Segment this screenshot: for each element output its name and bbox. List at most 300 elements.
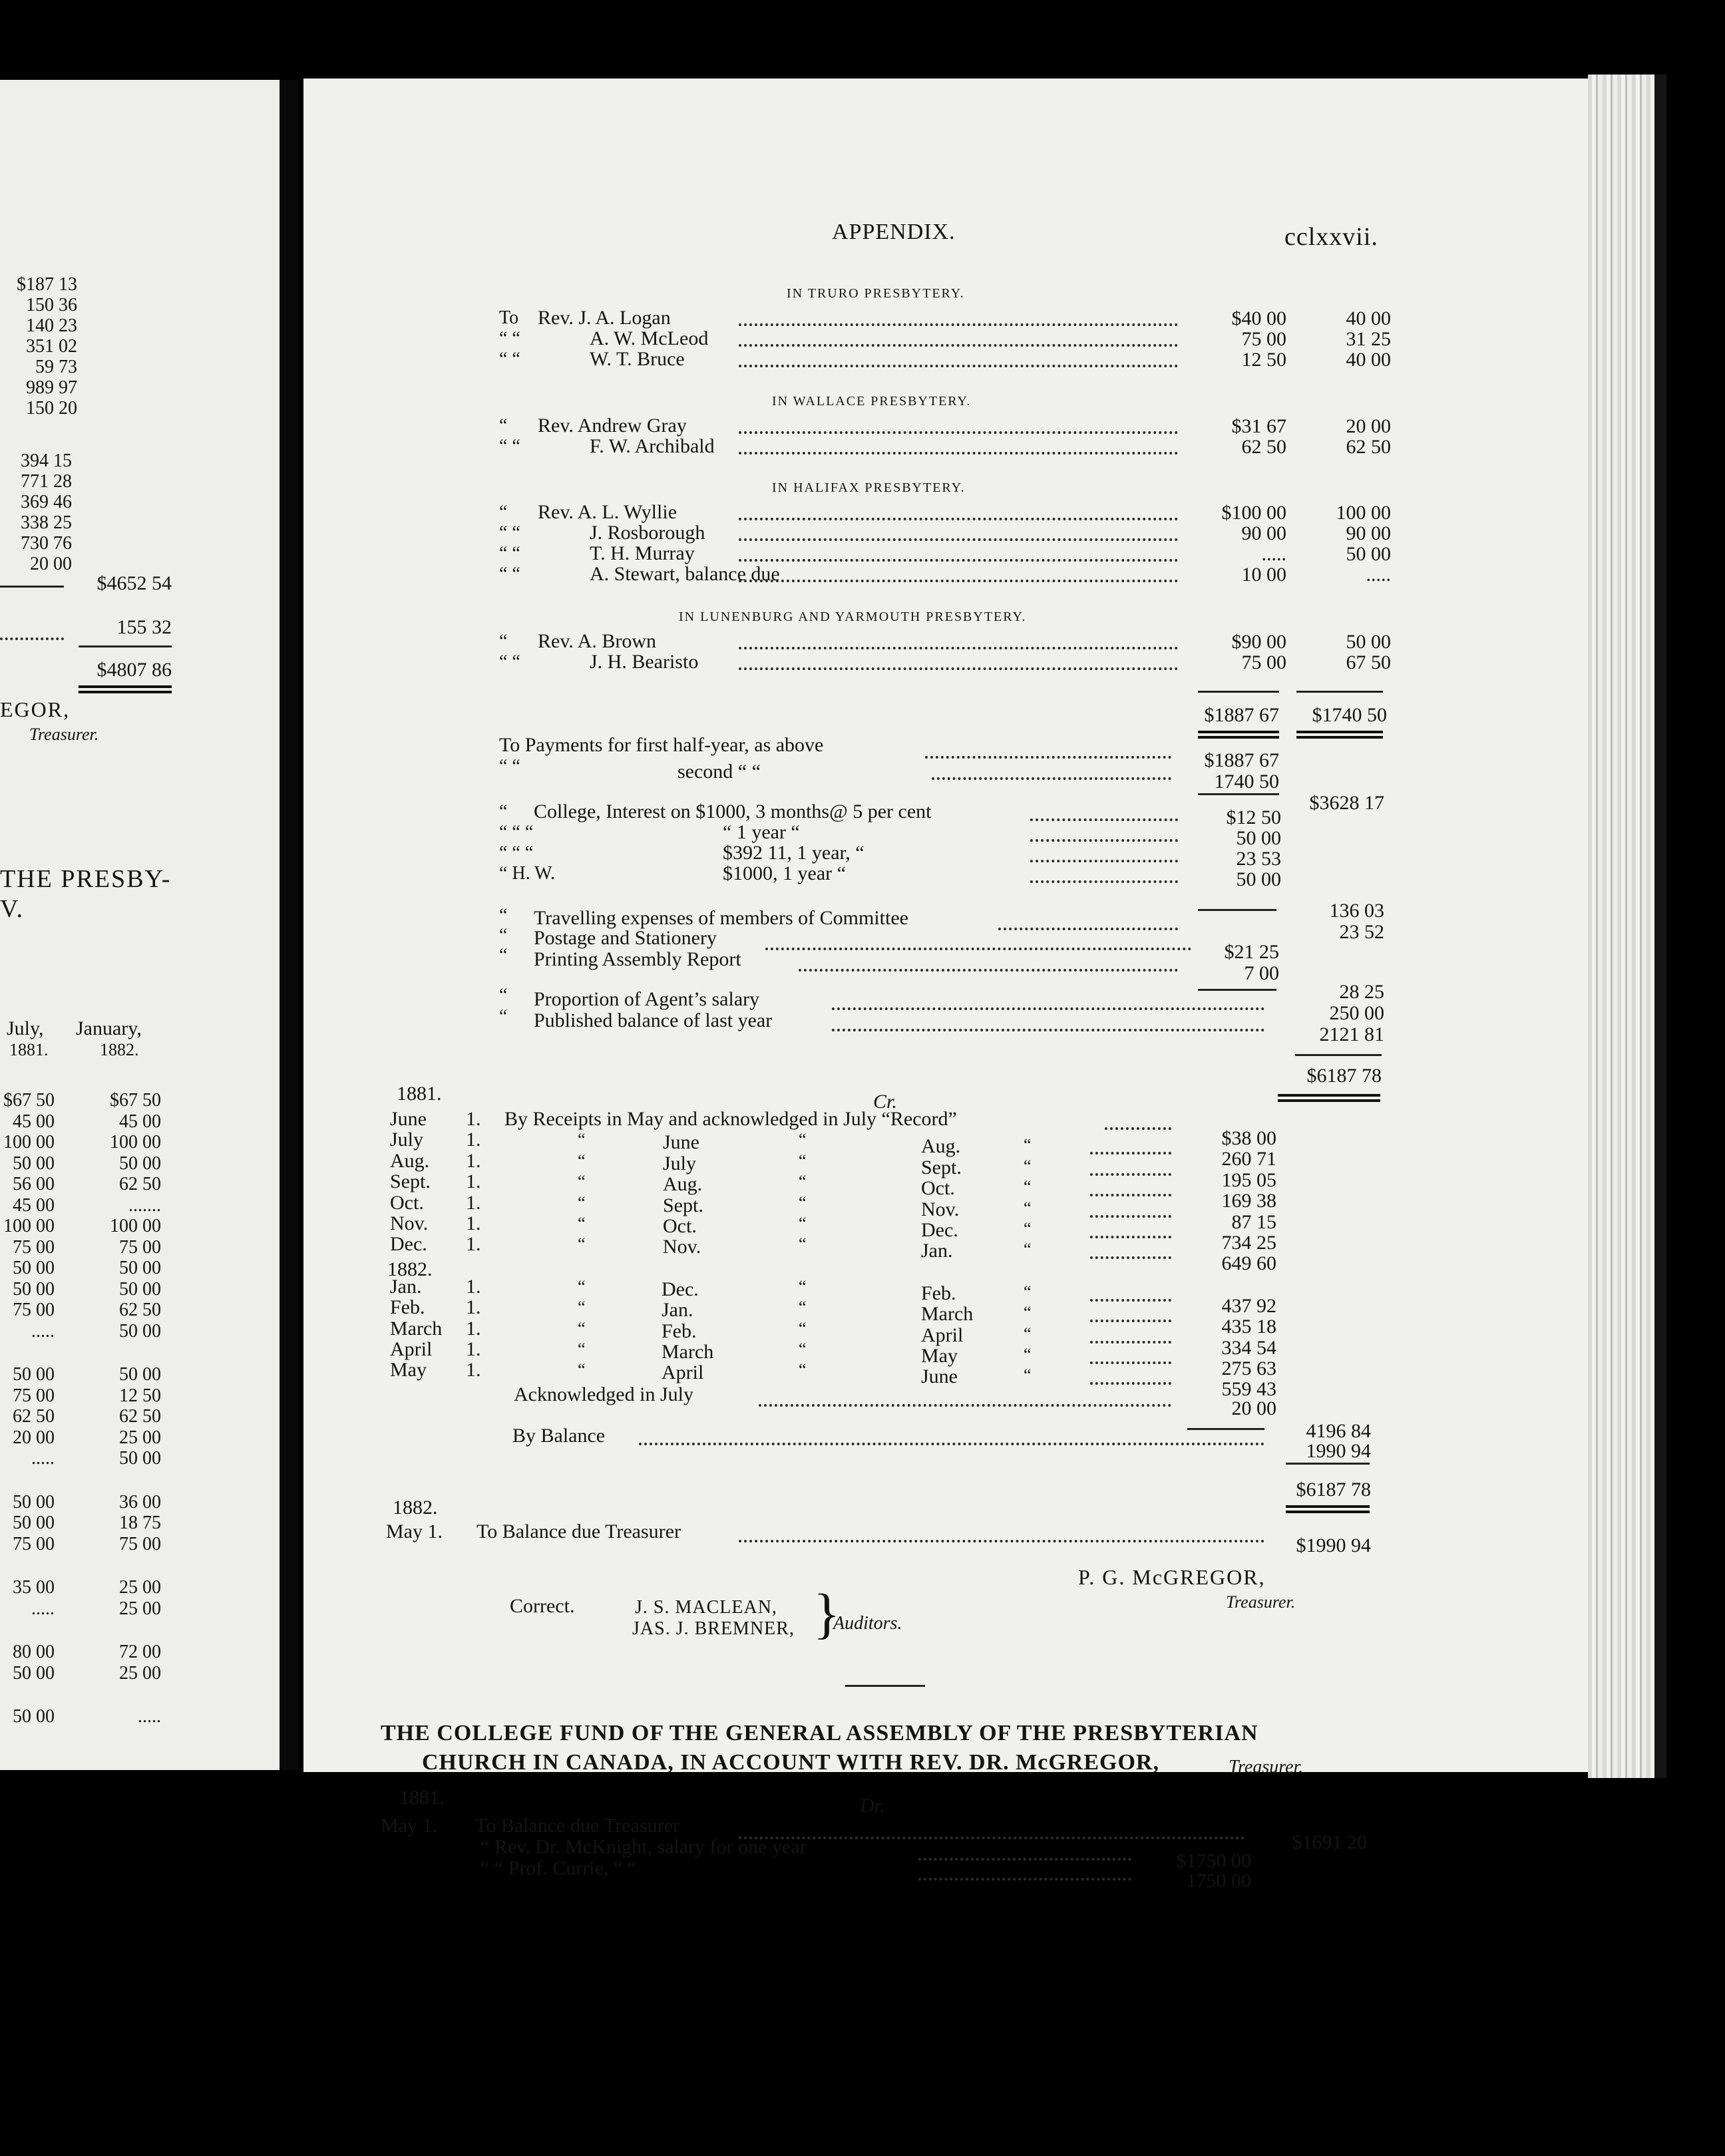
receipt-amount: 649 60 bbox=[1221, 1252, 1276, 1275]
leader-dots bbox=[1030, 860, 1178, 862]
left-july-value: 80 00 bbox=[13, 1642, 55, 1662]
leader-dots bbox=[799, 969, 1178, 972]
row-amount-b: 40 00 bbox=[1346, 307, 1391, 329]
row-amount-a: 75 00 bbox=[1241, 328, 1286, 350]
ditto-mark: “ bbox=[578, 1151, 586, 1170]
row-name: Rev. A. L. Wyllie bbox=[538, 501, 677, 523]
leader-dots bbox=[1030, 818, 1178, 821]
row-name: J. Rosborough bbox=[590, 522, 705, 544]
left-january-value: 75 00 bbox=[119, 1236, 161, 1258]
left-amount: 369 46 bbox=[21, 492, 72, 512]
page-edges bbox=[1588, 75, 1654, 1778]
left-heading-line2: V. bbox=[0, 895, 25, 923]
receipt-month: Nov. bbox=[663, 1236, 701, 1258]
dr-label: Dr. bbox=[860, 1795, 885, 1817]
leader-dots bbox=[925, 756, 1171, 759]
row-name: Rev. J. A. Logan bbox=[538, 307, 671, 329]
left-july-value: ..... bbox=[31, 1598, 55, 1619]
leader-dots bbox=[1090, 1299, 1171, 1302]
row-amount-b: 40 00 bbox=[1346, 349, 1391, 371]
left-january-value: 50 00 bbox=[119, 1153, 161, 1174]
leader-dots bbox=[1030, 839, 1178, 842]
ditto-mark: “ bbox=[1024, 1345, 1032, 1364]
ditto-mark: “ bbox=[1024, 1240, 1032, 1260]
receipt-date-month: Nov. bbox=[390, 1212, 429, 1234]
left-january-value: 45 00 bbox=[119, 1111, 161, 1132]
row-prefix: “ bbox=[499, 631, 508, 651]
row-name: Rev. Andrew Gray bbox=[538, 415, 687, 437]
agent-label: Proportion of Agent’s salary bbox=[534, 988, 760, 1010]
receipt-date-month: Dec. bbox=[390, 1233, 427, 1256]
receipt-ack-month: Aug. bbox=[921, 1135, 961, 1158]
leader-dots bbox=[918, 1858, 1131, 1861]
leader-dots bbox=[739, 518, 1178, 520]
leader-dots bbox=[739, 538, 1178, 541]
ditto-mark: “ bbox=[1024, 1177, 1032, 1197]
left-amount: 150 20 bbox=[26, 398, 77, 419]
receipt-ack-month: June bbox=[921, 1365, 958, 1388]
auditors-brace: } bbox=[813, 1583, 841, 1645]
college-fund-title-2: CHURCH IN CANADA, IN ACCOUNT WITH REV. DR. McGREGOR, bbox=[422, 1750, 1159, 1775]
college-fund-title-role: Treasurer. bbox=[1229, 1757, 1304, 1777]
left-amount: 140 23 bbox=[26, 315, 77, 336]
leader-dots bbox=[0, 637, 64, 640]
row-name: W. T. Bruce bbox=[590, 348, 685, 370]
left-july-value: 50 00 bbox=[13, 1153, 55, 1174]
receipt-month: July bbox=[663, 1152, 697, 1174]
receipt-date-day: 1. bbox=[466, 1108, 481, 1130]
receipt-date-month: Jan. bbox=[390, 1275, 422, 1298]
ditto-mark: “ bbox=[799, 1276, 807, 1296]
receipt-date-day: 1. bbox=[466, 1212, 481, 1234]
receipt-month: Dec. bbox=[662, 1278, 699, 1300]
left-july-value: 56 00 bbox=[13, 1174, 55, 1194]
section-heading: IN WALLACE PRESBYTERY. bbox=[772, 394, 972, 409]
left-january-value: 50 00 bbox=[119, 1448, 161, 1469]
left-january-value: 72 00 bbox=[119, 1642, 161, 1662]
right-page bbox=[303, 79, 1588, 1772]
left-july-value: 45 00 bbox=[13, 1194, 55, 1216]
receipts-total: $6187 78 bbox=[1296, 1479, 1371, 1501]
leader-dots bbox=[1090, 1215, 1171, 1218]
receipt-amount: 87 15 bbox=[1231, 1210, 1276, 1233]
receipt-amount: 734 25 bbox=[1221, 1232, 1276, 1254]
left-july-value: 45 00 bbox=[13, 1111, 55, 1132]
auditors-label: Auditors. bbox=[833, 1613, 902, 1634]
treasurer-role: Treasurer. bbox=[1226, 1592, 1296, 1612]
leader-dots bbox=[639, 1443, 1264, 1445]
left-signature-role: Treasurer. bbox=[29, 725, 99, 744]
college-row-amt: 50 00 bbox=[1236, 868, 1281, 890]
leader-dots bbox=[739, 1837, 1245, 1839]
college-row-text: $392 11, 1 year, “ bbox=[723, 842, 864, 864]
receipt-amount: 275 63 bbox=[1221, 1357, 1276, 1379]
left-january-value: 100 00 bbox=[110, 1216, 161, 1236]
section-heading: IN TRURO PRESBYTERY. bbox=[787, 286, 965, 301]
ditto-mark: “ bbox=[799, 1340, 807, 1359]
college-row-amt: 23 53 bbox=[1236, 848, 1281, 870]
payments-second: second “ “ bbox=[677, 761, 761, 783]
receipt-date-month: June bbox=[390, 1108, 427, 1130]
row-name: T. H. Murray bbox=[590, 542, 695, 564]
total-rule bbox=[1187, 1428, 1264, 1430]
correct-label: Correct. bbox=[510, 1595, 575, 1617]
left-col-january: January, bbox=[76, 1017, 142, 1039]
auditor-2: JAS. J. BREMNER, bbox=[632, 1618, 795, 1639]
row-amount-a: $31 67 bbox=[1231, 415, 1286, 437]
receipt-date-month: Oct. bbox=[390, 1191, 424, 1214]
left-july-value: ..... bbox=[31, 1448, 55, 1469]
ditto-mark: “ bbox=[799, 1360, 807, 1380]
receipts-year-1881: 1881. bbox=[397, 1083, 442, 1105]
receipt-date-month: July bbox=[390, 1129, 424, 1151]
row-name: A. Stewart, balance due bbox=[590, 563, 780, 585]
college-ditto: “ “ “ bbox=[499, 822, 534, 842]
row-amount-a: ..... bbox=[1261, 543, 1286, 565]
treasurer-signature: P. G. McGREGOR, bbox=[1078, 1565, 1266, 1589]
left-amount: 989 97 bbox=[26, 377, 77, 398]
receipt-date-day: 1. bbox=[466, 1170, 481, 1193]
receipt-ack-month: Jan. bbox=[921, 1240, 953, 1262]
auditor-1: J. S. MACLEAN, bbox=[635, 1597, 777, 1618]
left-january-value: 62 50 bbox=[119, 1406, 161, 1427]
leader-dots bbox=[739, 452, 1178, 454]
balance-due-text: To Balance due Treasurer bbox=[477, 1521, 681, 1542]
ditto-mark: “ bbox=[799, 1234, 807, 1254]
left-january-value: 25 00 bbox=[119, 1577, 161, 1598]
ditto-mark: “ bbox=[799, 1298, 807, 1318]
ditto-mark: “ bbox=[578, 1298, 586, 1318]
row-name: J. H. Bearisto bbox=[590, 651, 699, 673]
college-row-amt: 50 00 bbox=[1236, 827, 1281, 849]
left-january-value: 25 00 bbox=[119, 1427, 161, 1448]
college-ditto: “ bbox=[499, 801, 508, 822]
travelling-label: Travelling expenses of members of Committee bbox=[534, 907, 908, 929]
left-july-value: 50 00 bbox=[13, 1706, 55, 1727]
row-amount-b: 31 25 bbox=[1346, 328, 1391, 350]
leader-dots bbox=[739, 344, 1178, 347]
receipt-amount: $38 00 bbox=[1221, 1127, 1276, 1149]
leader-dots bbox=[1090, 1320, 1171, 1322]
leader-dots bbox=[765, 948, 1191, 950]
left-heading-line1: THE PRESBY- bbox=[0, 865, 172, 893]
receipt-ack-month: Oct. bbox=[921, 1177, 955, 1200]
receipt-date-day: 1. bbox=[466, 1275, 481, 1298]
receipt-ack-month: March bbox=[921, 1303, 974, 1326]
published-label: Published balance of last year bbox=[534, 1009, 773, 1031]
leader-dots bbox=[739, 647, 1178, 649]
left-col-july: July, bbox=[7, 1017, 44, 1039]
college-fund-row2-amt: $1750 00 bbox=[1176, 1850, 1251, 1872]
college-fund-date: May 1. bbox=[381, 1815, 437, 1837]
receipt-ack-month: April bbox=[921, 1324, 964, 1346]
left-grand-total: $4807 86 bbox=[96, 659, 172, 681]
left-july-value: 75 00 bbox=[13, 1300, 55, 1320]
leader-dots bbox=[739, 323, 1178, 326]
section-heading: IN HALIFAX PRESBYTERY. bbox=[772, 480, 966, 495]
row-name: F. W. Archibald bbox=[590, 435, 715, 457]
page-number: cclxxvii. bbox=[1284, 223, 1378, 251]
ditto-mark: “ bbox=[1024, 1156, 1032, 1176]
leader-dots bbox=[1105, 1127, 1171, 1130]
left-july-value: 50 00 bbox=[13, 1513, 55, 1533]
leader-dots bbox=[1090, 1361, 1171, 1364]
left-january-value: 36 00 bbox=[119, 1491, 161, 1513]
row-prefix: “ “ bbox=[499, 651, 520, 672]
receipt-date-day: 1. bbox=[466, 1338, 481, 1360]
receipt-amount: 260 71 bbox=[1221, 1148, 1276, 1170]
receipt-ack-month: May bbox=[921, 1345, 958, 1367]
leader-dots bbox=[932, 777, 1171, 780]
college-total: 136 03 bbox=[1329, 900, 1384, 922]
left-july-value: 50 00 bbox=[13, 1662, 55, 1684]
receipt-date-day: 1. bbox=[466, 1296, 481, 1319]
receipt-month: March bbox=[662, 1341, 714, 1363]
row-amount-a: 62 50 bbox=[1241, 436, 1286, 458]
ditto-mark: “ bbox=[1024, 1135, 1032, 1155]
left-amount: $187 13 bbox=[17, 274, 77, 295]
left-january-value: $67 50 bbox=[110, 1090, 161, 1111]
payments-first: To Payments for first half-year, as above bbox=[499, 734, 824, 756]
row-amount-b: 100 00 bbox=[1336, 502, 1391, 524]
total-rule bbox=[1198, 691, 1279, 693]
row-prefix: “ “ bbox=[499, 543, 520, 564]
receipt-date-day: 1. bbox=[466, 1191, 481, 1214]
ditto-mark: “ bbox=[499, 925, 508, 946]
postage-total: 28 25 bbox=[1339, 981, 1384, 1003]
balance-label: By Balance bbox=[512, 1425, 606, 1447]
row-amount-b: 50 00 bbox=[1346, 543, 1391, 565]
total-rule bbox=[845, 1685, 925, 1687]
ditto-mark: “ bbox=[499, 905, 508, 926]
receipt-month: Aug. bbox=[663, 1173, 703, 1196]
left-july-value: 75 00 bbox=[13, 1533, 55, 1554]
total-rule bbox=[1198, 793, 1279, 795]
college-fund-row2: “ Rev. Dr. McKnight, salary for one year bbox=[480, 1836, 807, 1858]
row-name: Rev. A. Brown bbox=[538, 630, 657, 652]
row-amount-b: 90 00 bbox=[1346, 522, 1391, 544]
leader-dots bbox=[739, 431, 1178, 434]
receipt-month: June bbox=[663, 1131, 699, 1154]
acknowledged-amt: 20 00 bbox=[1231, 1397, 1276, 1419]
college-fund-year: 1881. bbox=[399, 1787, 445, 1809]
college-row-amt: $12 50 bbox=[1226, 807, 1281, 828]
leader-dots bbox=[739, 559, 1178, 562]
receipt-date-month: April bbox=[390, 1338, 433, 1360]
receipt-ack-month: Nov. bbox=[921, 1198, 960, 1220]
section-heading: IN LUNENBURG AND YARMOUTH PRESBYTERY. bbox=[679, 610, 1027, 624]
ditto-mark: “ bbox=[799, 1130, 807, 1150]
row-name: A. W. McLeod bbox=[590, 327, 709, 349]
ditto-mark: “ bbox=[578, 1276, 586, 1296]
ditto-mark: “ bbox=[799, 1172, 807, 1192]
balance-due-year: 1882. bbox=[393, 1497, 438, 1519]
ditto-mark: “ bbox=[578, 1340, 586, 1359]
leader-dots bbox=[1090, 1194, 1171, 1196]
leader-dots bbox=[832, 1029, 1264, 1031]
ditto-mark: “ bbox=[578, 1360, 586, 1380]
row-amount-a: $40 00 bbox=[1231, 307, 1286, 329]
leader-dots bbox=[832, 1007, 1264, 1010]
ditto-mark: “ bbox=[499, 945, 508, 966]
college-fund-row1-amt: $1691 20 bbox=[1292, 1831, 1367, 1853]
receipt-date-day: 1. bbox=[466, 1317, 481, 1340]
left-amount: 394 15 bbox=[21, 450, 72, 471]
leader-dots bbox=[918, 1878, 1131, 1881]
left-january-value: 50 00 bbox=[119, 1320, 161, 1342]
ditto-mark: “ bbox=[578, 1130, 586, 1150]
acknowledged-label: Acknowledged in July bbox=[514, 1383, 693, 1405]
balance-amt: 1990 94 bbox=[1306, 1440, 1371, 1462]
left-july-value: 50 00 bbox=[13, 1364, 55, 1385]
row-amount-b: 50 00 bbox=[1346, 631, 1391, 653]
left-amount: 351 02 bbox=[26, 336, 77, 357]
double-total-rule bbox=[1286, 1505, 1370, 1513]
row-amount-a: $90 00 bbox=[1231, 631, 1286, 653]
left-january-value: 100 00 bbox=[110, 1132, 161, 1153]
left-add: 155 32 bbox=[116, 616, 172, 638]
left-amount: 150 36 bbox=[26, 295, 77, 315]
ditto-mark: “ bbox=[1024, 1324, 1032, 1344]
receipt-date-month: Feb. bbox=[390, 1296, 425, 1319]
row-amount-a: 90 00 bbox=[1241, 522, 1286, 544]
total-rule bbox=[1286, 1463, 1370, 1465]
left-january-value: 50 00 bbox=[119, 1364, 161, 1385]
receipt-amount: 195 05 bbox=[1221, 1168, 1276, 1191]
left-january-value: 18 75 bbox=[119, 1513, 161, 1533]
college-row-text: $1000, 1 year “ bbox=[723, 862, 846, 884]
row-amount-a: 75 00 bbox=[1241, 651, 1286, 673]
summary-grand-total: $6187 78 bbox=[1306, 1065, 1382, 1087]
left-amount: 730 76 bbox=[21, 533, 72, 554]
left-signature: EGOR, bbox=[0, 697, 71, 721]
left-july-value: $67 50 bbox=[3, 1090, 55, 1111]
left-amount: 771 28 bbox=[21, 471, 72, 492]
college-fund-row3-amt: 1750 00 bbox=[1186, 1870, 1251, 1892]
row-amount-a: 12 50 bbox=[1241, 349, 1286, 371]
row-prefix: “ “ bbox=[499, 564, 520, 584]
row-prefix: “ “ bbox=[499, 328, 520, 349]
leader-dots bbox=[739, 365, 1178, 367]
ditto-mark: “ bbox=[578, 1318, 586, 1338]
ditto-mark: “ bbox=[1024, 1365, 1032, 1385]
row-amount-b: 20 00 bbox=[1346, 415, 1391, 437]
receipts-subtotal: 4196 84 bbox=[1306, 1420, 1371, 1442]
left-july-value: 50 00 bbox=[13, 1278, 55, 1300]
travelling-amt: 23 52 bbox=[1339, 921, 1384, 943]
row-prefix: “ bbox=[499, 415, 508, 436]
page-edge-shadow bbox=[1654, 75, 1666, 1778]
ditto-mark: “ bbox=[1024, 1303, 1032, 1323]
receipt-date-day: 1. bbox=[466, 1149, 481, 1172]
leader-dots bbox=[739, 580, 1178, 582]
college-row-text: College, Interest on $1000, 3 months@ 5 per cent bbox=[534, 801, 932, 822]
left-july-value: ..... bbox=[31, 1320, 55, 1342]
row-amount-b: 62 50 bbox=[1346, 436, 1391, 458]
total-rule bbox=[1296, 691, 1383, 693]
receipt-amount: 559 43 bbox=[1221, 1378, 1276, 1401]
left-january-value: ..... bbox=[138, 1706, 161, 1727]
left-amount: 20 00 bbox=[30, 554, 72, 574]
left-amount: 59 73 bbox=[35, 357, 77, 377]
ditto-mark: “ bbox=[1024, 1198, 1032, 1218]
left-july-value: 50 00 bbox=[13, 1258, 55, 1278]
book-spine bbox=[280, 80, 298, 1770]
row-amount-a: $100 00 bbox=[1221, 502, 1286, 524]
left-col-july-year: 1881. bbox=[9, 1040, 49, 1059]
row-prefix: To bbox=[499, 307, 519, 328]
left-january-value: 50 00 bbox=[119, 1258, 161, 1278]
ditto-mark: “ bbox=[799, 1214, 807, 1233]
left-col-january-year: 1882. bbox=[100, 1040, 139, 1059]
receipt-date-day: 1. bbox=[466, 1233, 481, 1256]
total-rule bbox=[0, 586, 64, 588]
receipt-month: Oct. bbox=[663, 1215, 697, 1237]
balance-due-amt: $1990 94 bbox=[1296, 1534, 1371, 1556]
leader-dots bbox=[1090, 1236, 1171, 1238]
row-amount-a: 10 00 bbox=[1241, 564, 1286, 586]
ditto-mark: “ bbox=[578, 1234, 586, 1254]
row-amount-b: 67 50 bbox=[1346, 651, 1391, 673]
section-total-b: $1740 50 bbox=[1312, 704, 1387, 726]
left-july-value: 100 00 bbox=[3, 1216, 55, 1236]
section-total-a: $1887 67 bbox=[1204, 704, 1279, 726]
double-total-rule bbox=[79, 685, 172, 693]
running-title: APPENDIX. bbox=[832, 220, 956, 244]
receipts-year-1882: 1882. bbox=[387, 1258, 433, 1280]
receipt-ack-month: Dec. bbox=[921, 1219, 958, 1241]
left-july-value: 20 00 bbox=[13, 1427, 55, 1448]
left-total: $4652 54 bbox=[96, 572, 172, 594]
receipt-amount: 435 18 bbox=[1221, 1316, 1276, 1338]
left-july-value: 35 00 bbox=[13, 1577, 55, 1598]
left-amount: 338 25 bbox=[21, 512, 72, 533]
left-july-value: 62 50 bbox=[13, 1406, 55, 1427]
cr-label: Cr. bbox=[873, 1091, 897, 1113]
receipt-date-month: Aug. bbox=[390, 1149, 430, 1172]
leader-dots bbox=[1090, 1256, 1171, 1259]
postage-label: Postage and Stationery bbox=[534, 927, 717, 949]
receipt-month: Sept. bbox=[663, 1194, 703, 1216]
leader-dots bbox=[739, 1540, 1264, 1542]
ditto-mark: “ bbox=[1024, 1219, 1032, 1238]
left-january-value: 75 00 bbox=[119, 1533, 161, 1554]
receipts-first-line: By Receipts in May and acknowledged in July “Record” bbox=[504, 1108, 957, 1130]
payments-total: $3628 17 bbox=[1309, 792, 1384, 814]
college-fund-row3: “ “ Prof. Currie, “ “ bbox=[480, 1857, 637, 1879]
total-rule bbox=[1198, 989, 1276, 991]
payments-first-amt: $1887 67 bbox=[1204, 749, 1279, 771]
balance-due-date: May 1. bbox=[386, 1521, 443, 1542]
leader-dots bbox=[1090, 1173, 1171, 1176]
leader-dots bbox=[1090, 1152, 1171, 1155]
left-january-value: 25 00 bbox=[119, 1662, 161, 1684]
left-july-value: 100 00 bbox=[3, 1132, 55, 1153]
leader-dots bbox=[1090, 1382, 1171, 1385]
postage-amt: $21 25 bbox=[1224, 941, 1279, 963]
row-prefix: “ “ bbox=[499, 522, 520, 543]
left-january-value: 50 00 bbox=[119, 1278, 161, 1300]
receipt-amount: 437 92 bbox=[1221, 1294, 1276, 1317]
total-rule bbox=[1198, 909, 1276, 911]
double-total-rule bbox=[1278, 1094, 1380, 1102]
ditto-mark: “ bbox=[499, 985, 508, 1005]
leader-dots bbox=[998, 928, 1178, 930]
left-january-value: 62 50 bbox=[119, 1300, 161, 1320]
college-ditto: “ H. W. bbox=[499, 863, 555, 884]
receipt-date-month: May bbox=[390, 1359, 427, 1381]
receipt-amount: 169 38 bbox=[1221, 1190, 1276, 1212]
